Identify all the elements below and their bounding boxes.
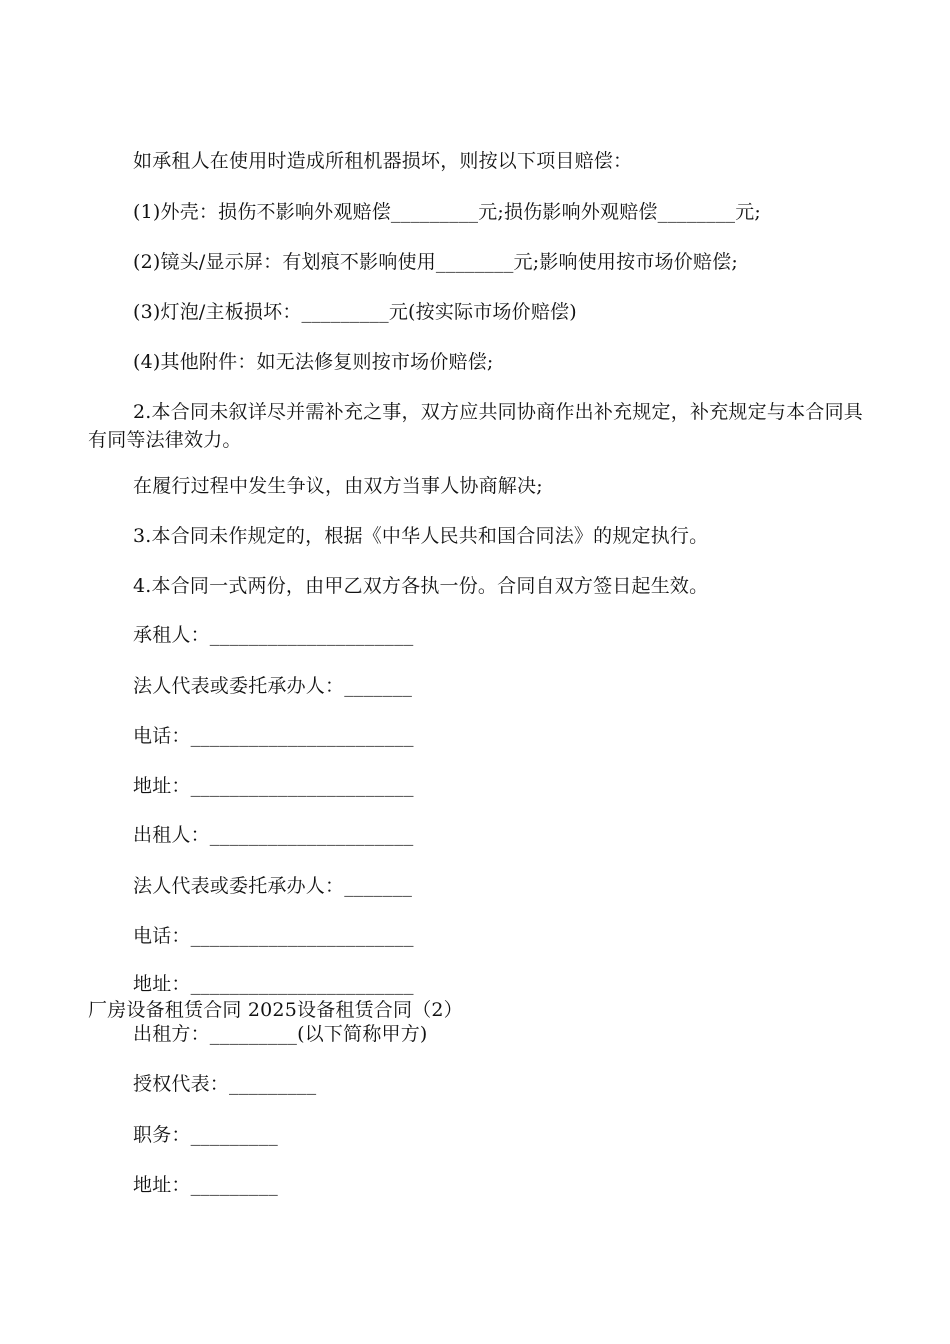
lessor-phone-field: 电话：_______________________	[133, 925, 414, 947]
lessee-field: 承租人：_____________________	[133, 624, 414, 646]
lessee-address-field: 地址：_______________________	[133, 775, 414, 797]
lessee-representative-field: 法人代表或委托承办人：_______	[133, 675, 413, 697]
dispute-clause: 在履行过程中发生争议，由双方当事人协商解决;	[133, 475, 543, 497]
lessor-representative-field: 法人代表或委托承办人：_______	[133, 875, 413, 897]
clause-4: 4.本合同一式两份，由甲乙双方各执一份。合同自双方签日起生效。	[133, 575, 709, 597]
compensation-item-3: (3)灯泡/主板损坏：_________元(按实际市场价赔偿)	[133, 301, 577, 323]
position-field: 职务：_________	[133, 1124, 278, 1146]
second-contract-title: 厂房设备租赁合同 2025设备租赁合同（2）	[88, 999, 463, 1021]
authorized-representative-field: 授权代表：_________	[133, 1073, 317, 1095]
compensation-intro: 如承租人在使用时造成所租机器损坏，则按以下项目赔偿：	[133, 150, 633, 172]
lessor-field: 出租人：_____________________	[133, 824, 414, 846]
clause-3: 3.本合同未作规定的，根据《中华人民共和国合同法》的规定执行。	[133, 525, 709, 547]
clause-2: 2.本合同未叙详尽并需补充之事，双方应共同协商作出补充规定，补充规定与本合同具有同等法律效力。	[88, 401, 863, 451]
compensation-item-2: (2)镜头/显示屏：有划痕不影响使用________元;影响使用按市场价赔偿;	[133, 251, 738, 273]
lessee-phone-field: 电话：_______________________	[133, 725, 414, 747]
compensation-item-4: (4)其他附件：如无法修复则按市场价赔偿;	[133, 351, 494, 373]
lessor-party-field: 出租方：_________(以下简称甲方)	[133, 1023, 428, 1045]
lessor-address-field: 地址：_______________________	[133, 973, 414, 995]
address-field: 地址：_________	[133, 1174, 278, 1196]
compensation-item-1: (1)外壳：损伤不影响外观赔偿_________元;损伤影响外观赔偿________元;	[133, 201, 762, 223]
